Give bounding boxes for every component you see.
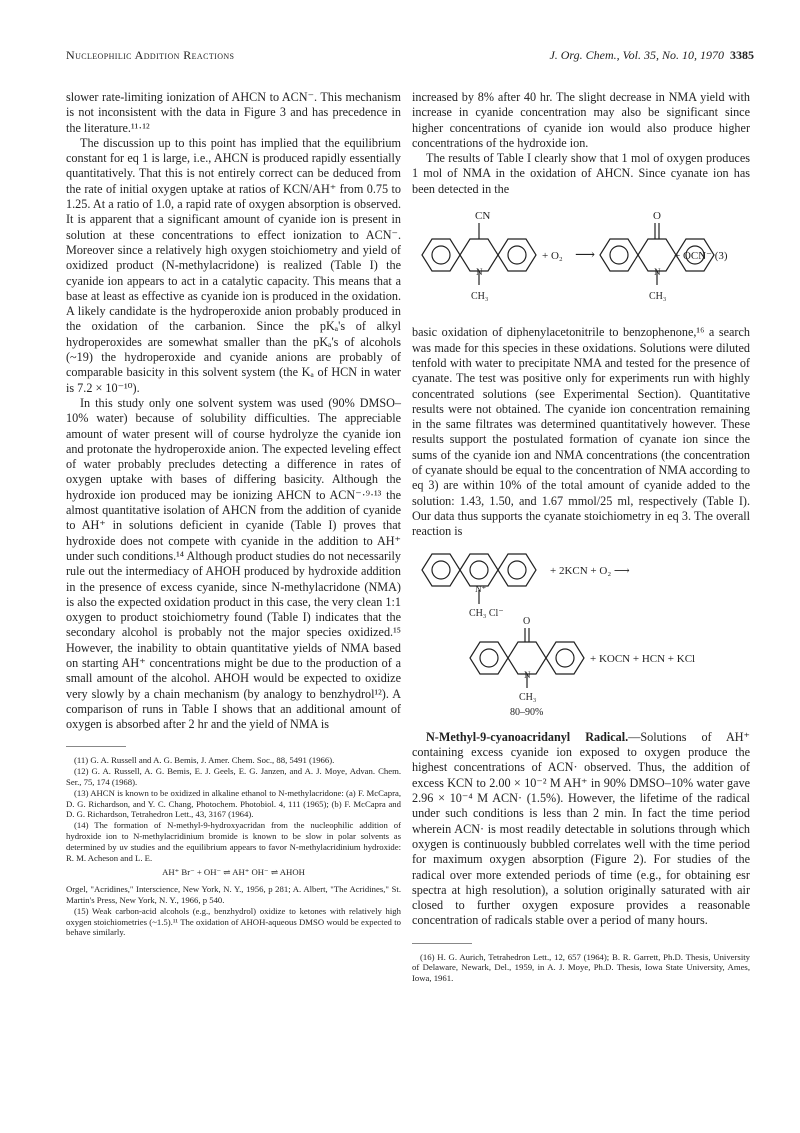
- cn-label: CN: [475, 210, 491, 223]
- nplus-label: N⁺: [475, 583, 487, 594]
- footnote: (13) AHCN is known to be oxidized in alkaline ethanol to N-methylacridone: (a) F. McCapra, D. G. Richardson, and Y. C. Chang, Photochem. Photobiol. 4, 111 (1965); (b) F. McCapra and D. G. Richardson, Tetrahedron Lett., 43, 3167 (1964).: [66, 787, 401, 820]
- paragraph: [412, 730, 750, 929]
- o-label: O: [523, 615, 531, 627]
- footnote: (12) G. A. Russell, A. G. Bemis, E. J. Geels, E. G. Janzen, and A. J. Moye, Advan. Chem. Ser., 75, 174 (1968).: [66, 766, 401, 788]
- ocn-product: + OCN⁻ (3): [674, 250, 728, 263]
- section-heading: N-Methyl-9-cyanoacridanyl Radical.: [426, 729, 629, 744]
- footnote: (15) Weak carbon-acid alcohols (e.g., benzhydrol) oxidize to ketones with relatively high oxygen stoichiometries (~1.5).¹¹ The oxidation of AHOH-aqueous DMSO would be expected to behave similarly.: [66, 905, 401, 938]
- n-label: N: [476, 267, 483, 278]
- journal-name: J. Org. Chem., Vol. 35, No. 10, 1970: [549, 48, 724, 62]
- footnote: (11) G. A. Russell and A. G. Bemis, J. Amer. Chem. Soc., 88, 5491 (1966).: [74, 755, 335, 766]
- yield-label: 80–90%: [510, 706, 544, 718]
- acridinium-structure: [422, 554, 536, 604]
- ch3-label: CH₃: [471, 291, 489, 303]
- footnote-divider: [66, 746, 126, 747]
- section-text: —Solutions of AH⁺ containing excess cyanide ion exposed to oxygen produce the highest concentrations of ACN· observed. Thus, the addition of excess KCN to 2.00 × 10⁻² M AH⁺ in 90% DMSO–10% water gave 2.96 × 10⁻⁴ M ACN· (1.5%). However, the lifetime of the radical under such conditions is less than 2 min. In fact the time period wherein ACN· is most readily detectable in solutions through which oxygen is continuously bubbled correlates well with the time period for maximum oxygen absorption (Figure 2). For studies of the radical over more extended periods of time (e.g., for obtaining esr spectra at high resolution), a solution originally saturated with air closed to further oxygen exposure provides a reasonable concentration of radicals stable over a period of many hours.: [412, 729, 750, 928]
- n-label: N: [654, 267, 661, 278]
- page-number: 3385: [730, 48, 754, 62]
- ch3-label: CH₃: [519, 691, 537, 703]
- footnotes: [66, 755, 401, 938]
- paragraph: basic oxidation of diphenylacetonitrile to benzophenone,¹⁶ a search was made for this species in these oxidations. Solutions were diluted tenfold with water to precipitate NMA and tested for the presence of cyanate. The test was positive only for experiments run with highly concentrated solutions (see Experimental Section). Quantitative results were not obtained. The cyanide ion concentration remaining in the same filtrates was determined quantitatively however. These results support the postulated formation of cyanate ion since the sums of the cyanide ion and NMA concentrations (the concentration of cyanate should be equal to the concentration of NMA according to eq 3) are within 10% of the total amount of cyanide added to the solution: 1.43, 1.50, and 1.67 mmol/25 ml, respectively (Table I). Our data thus supports the cyanate stoichiometry in eq 3. The overall reaction is: [412, 325, 750, 539]
- paragraph: In this study only one solvent system was used (90% DMSO–10% water) because of solubility difficulties. The appreciable amount of water present will of course hydrolyze the cyanide ion and protonate the hydroperoxide anion. The expected leveling effect of water probably precludes detecting a difference in rates of oxygen uptake with bases of differing basicity. Although the hydroxide ion produced may be ionizing AHCN to ACN⁻·⁹·¹³ the almost quantitative isolation of AHCN from the addition of cyanide to AH⁺ in solutions deficient in cyanide (Table I) proves that hydroxide does not compete with cyanide in the addition to AH⁺ under such conditions.¹⁴ Although product studies do not necessarily rule out the intermediacy of AHOH produced by hydroxide addition in the presence of excess cyanide, since N-methylacridone (NMA) is also the expected oxidation product in this case, the very clean 1:1 oxygen to product stoichiometry found (Table I) indicates that the secondary alcohol is probably not the major species oxidized.¹⁵ However, the inability to obtain quantitative yields of NMA based on starting AH⁺ concentrations might be due to the production of a small amount of the alcohol. AHOH would be expected to oxidize very slowly by a chain mechanism (by analogy to benzhydrol¹²). A comparison of runs in Table I shows that an additional amount of oxygen is absorbed after 2 hr and the yield of NMA is: [66, 395, 401, 732]
- footnote-equation: AH⁺ Br⁻ + OH⁻ ⇌ AH⁺ OH⁻ ⇌ AHOH: [162, 867, 305, 878]
- ch3-cl-label: CH₃ Cl⁻: [469, 607, 504, 619]
- overall-reaction-scheme: [412, 548, 750, 718]
- footnote: (14) The formation of N-methyl-9-hydroxyacridan from the nucleophilic addition of hydroxide ion to N-methylacridinium bromide is known to be slow in polar solvents as determined by uv studies and the equilibrium appears to favor N-methylacridinium hydroxide: R. M. Acheson and L. E.: [66, 820, 401, 863]
- paragraph: The results of Table I clearly show that 1 mol of oxygen produces 1 mol of NMA in the oxidation of AHCN. Since cyanate ion has been detected in the: [412, 151, 750, 196]
- running-head: Nucleophilic Addition Reactions: [66, 48, 235, 62]
- plus-o2: + O₂: [542, 250, 563, 263]
- paragraph: The discussion up to this point has implied that the equilibrium constant for eq 1 is large, i.e., AHCN is produced rapidly essentially quantitatively. That this is not entirely correct can be deduced from the rate of initial oxygen uptake at ratios of KCN/AH⁺ from 0.75 to 1.25. At a ratio of 1.0, a rapid rate of oxygen absorption is observed. It is apparent that a significant amount of cyanide ion is present in solution at these concentrations to effect ionization to ACN⁻. Moreover since a relatively high oxygen stoichiometry and yield of oxidized product (N-methylacridone) is realized (Table I) the cyanide ion appears to act in a catalytic capacity. This means that a base at least as effective as cyanide ion is produced in the oxidation. A likely candidate is the hydroperoxide anion probably produced in the oxidation of the carbanion. Since the pKₐ's of alkyl hydroperoxides are somewhat smaller than the pKₐ's of alcohols (~19) the hydroperoxide and cyanide anions are probably of comparable basicity in this solvent system (the Kₐ of HCN in water is 7.2 × 10⁻¹⁰).: [66, 135, 401, 395]
- footnote: (16) H. G. Aurich, Tetrahedron Lett., 12, 657 (1964); B. R. Garrett, Ph.D. Thesis, University of Delaware, Newark, Del., 1959, in A. J. Moye, Ph.D. Thesis, Iowa State University, Ames, Iowa, 1961.: [412, 951, 750, 984]
- paragraph: increased by 8% after 40 hr. The slight decrease in NMA yield with increase in cyanide concentration may also be significant since higher concentrations of cyanide ion would also produce higher concentrations of the hydroxide ion.: [412, 90, 750, 150]
- footnote: Orgel, "Acridines," Interscience, New York, N. Y., 1956, p 281; A. Albert, "The Acridines," St. Martin's Press, New York, N. Y., 1966, p 540.: [66, 884, 401, 906]
- overall-products: + KOCN + HCN + KCl: [590, 652, 696, 665]
- overall-reagents: + 2KCN + O₂ ⟶: [550, 564, 630, 577]
- footnotes: [412, 952, 750, 984]
- left-column: [66, 90, 401, 938]
- ch3-label: CH₃: [649, 291, 667, 303]
- paragraph: slower rate-limiting ionization of AHCN to ACN⁻. This mechanism is not inconsistent with the data in Figure 3 and has precedence in the literature.¹¹·¹²: [66, 90, 401, 135]
- reaction-arrow: ⟶: [575, 248, 596, 264]
- equation-3-scheme: [412, 205, 750, 313]
- right-column: [412, 90, 750, 984]
- o-label: O: [653, 210, 661, 223]
- n-label: N: [524, 669, 531, 680]
- journal-citation: [549, 48, 754, 63]
- footnote-divider: [412, 943, 472, 944]
